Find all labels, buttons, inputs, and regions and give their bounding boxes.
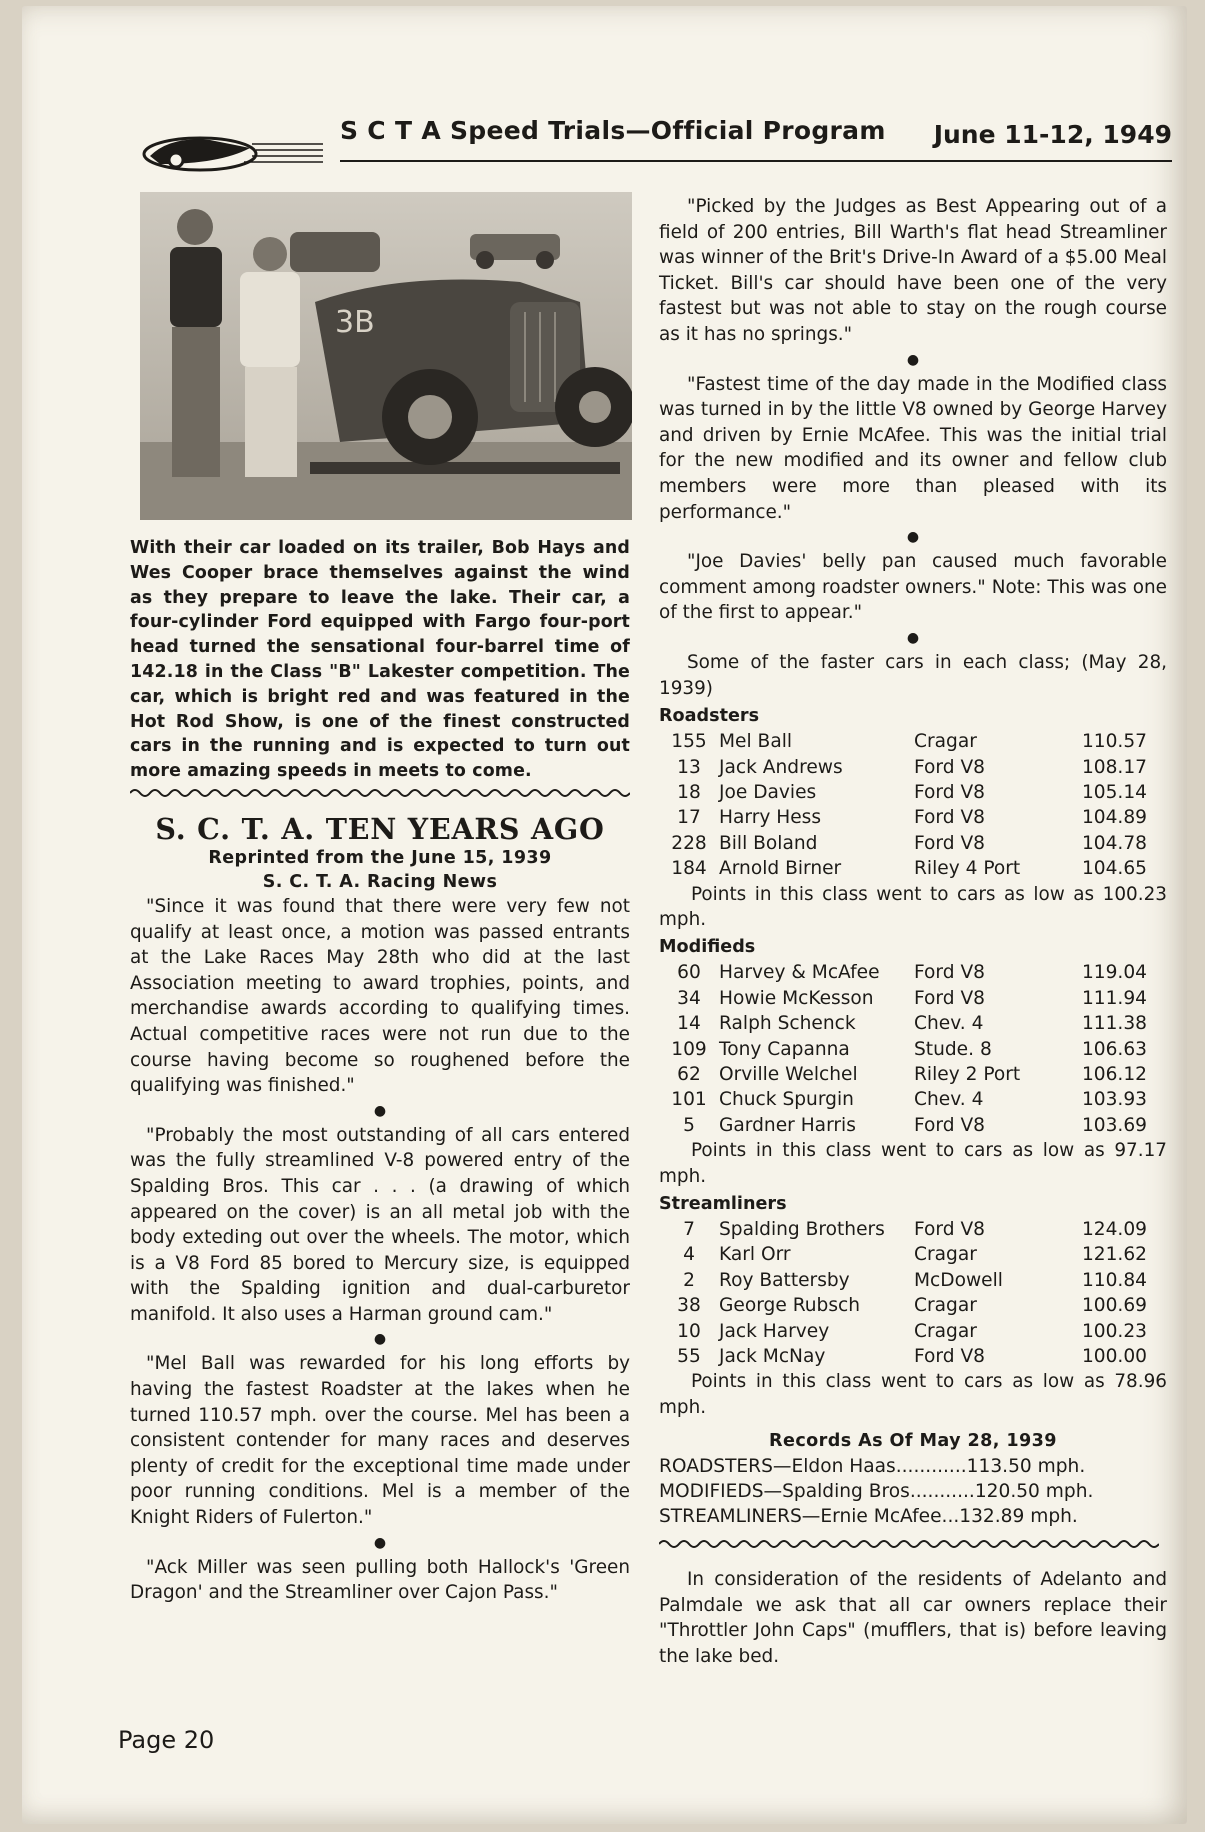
points-note: Points in this class went to cars as low as 100.23 mph. [659, 883, 1167, 930]
results-table [659, 1217, 1167, 1369]
driver-name: Jack McNay [719, 1346, 826, 1368]
program-page [22, 6, 1187, 1824]
driver-name: Chuck Spurgin [719, 1089, 854, 1111]
results-classes [659, 703, 1167, 1420]
car-number: 17 [677, 807, 701, 829]
right-paragraph: "Picked by the Judges as Best Appearing out of a field of 200 entries, Bill Warth's flat head Streamliner was winner of the Brit's Drive-In Award of a $5.00 Meal Ticket. Bill's car should have been one of the very fastest but was not able to stay on the rough course as it has no springs." [659, 196, 1167, 345]
bullet-separator: ● [906, 529, 920, 546]
driver-name: Bill Boland [719, 832, 818, 854]
table-row [659, 1268, 1167, 1293]
leader-dots: ........... [909, 1481, 975, 1503]
closing-paragraph: In consideration of the residents of Adelanto and Palmdale we ask that all car owners replace their "Throttler John Caps" (mufflers, that is) before leaving the lake bed. [659, 1569, 1167, 1668]
engine-name: McDowell [914, 1269, 1003, 1291]
car-number: 109 [671, 1038, 707, 1060]
car-number: 184 [671, 858, 707, 880]
reprint-note: Reprinted from the June 15, 1939 [208, 847, 552, 868]
bullet-separator: ● [906, 629, 920, 646]
class-heading: Streamliners [659, 1194, 787, 1214]
record-value: 132.89 mph. [959, 1506, 1078, 1528]
engine-name: Cragar [914, 1295, 977, 1317]
driver-name: Spalding Brothers [719, 1219, 885, 1240]
class-heading: Roadsters [659, 706, 760, 727]
record-line [659, 1454, 1167, 1479]
driver-name: Howie McKesson [719, 987, 874, 1009]
table-row [659, 755, 1167, 780]
speed-value: 104.78 [1081, 832, 1147, 854]
table-row [659, 1087, 1167, 1112]
table-row [659, 805, 1167, 830]
speed-value: 100.23 [1081, 1320, 1147, 1342]
photo-caption: With their car loaded on its trailer, Bob Hays and Wes Cooper brace themselves against the wind as they prepare to leave the lake. Their car, a four-cylinder Ford equipped with Fargo four-port head turned the sensational four-barrel time of 142.18 in the Class "B" Lakester competition. The car, which is bright red and was featured in the Hot Rod Show, is one of the finest constructed cars in the running and is expected to turn out more amazing speeds in meets to come. [130, 538, 630, 782]
car-number: 60 [677, 962, 701, 984]
page-header [122, 116, 1172, 176]
driver-name: Arnold Birner [719, 858, 842, 880]
engine-name: Ford V8 [914, 1219, 985, 1240]
speed-value: 108.17 [1081, 756, 1147, 778]
record-value: 120.50 mph. [974, 1481, 1094, 1503]
table-row [659, 960, 1167, 985]
table-row [659, 1062, 1167, 1087]
record-label: MODIFIEDS—Spalding Bros [659, 1481, 910, 1503]
car-number: 101 [671, 1089, 707, 1111]
car-number: 13 [677, 756, 701, 778]
table-row [659, 986, 1167, 1011]
points-note: Points in this class went to cars as low as 78.96 mph. [659, 1371, 1167, 1418]
car-number: 2 [683, 1269, 695, 1291]
driver-name: Harry Hess [719, 807, 822, 829]
engine-name: Ford V8 [914, 962, 985, 984]
speed-value: 104.89 [1081, 807, 1147, 829]
car-number: 7 [683, 1219, 695, 1240]
speed-value: 100.00 [1081, 1346, 1147, 1368]
photo-car-number: 3B [335, 305, 375, 340]
record-label: ROADSTERS—Eldon Haas [659, 1456, 896, 1478]
left-paragraph: "Since it was found that there were very few not qualify at least once, a motion was passed entrants at the Lake Races May 28th who did at the last Association meeting to award trophies, points, and merchandise awards according to qualifying times. Actual competitive races were not run due to the course having become so roughened before the qualifying was finished." [130, 895, 630, 1097]
table-row [659, 1011, 1167, 1036]
streamliner-logo-icon [140, 130, 325, 174]
right-column [659, 194, 1167, 1670]
car-number: 38 [677, 1295, 701, 1317]
records-list [659, 1454, 1167, 1529]
engine-name: Ford V8 [914, 832, 985, 854]
program-title: S C T A Speed Trials—Official Program [340, 116, 886, 145]
right-paragraph: "Joe Davies' belly pan caused much favorable comment among roadster owners." Note: This was one of the first to appear." [659, 551, 1167, 624]
speed-value: 119.04 [1081, 962, 1147, 984]
engine-name: Ford V8 [914, 987, 985, 1009]
results-table [659, 729, 1167, 881]
results-table [659, 960, 1167, 1138]
driver-name: Gardner Harris [719, 1114, 856, 1136]
driver-name: Tony Capanna [719, 1038, 850, 1060]
engine-name: Riley 4 Port [914, 858, 1021, 880]
driver-name: Jack Andrews [719, 756, 843, 778]
leader-dots: ............ [895, 1456, 967, 1478]
engine-name: Chev. 4 [914, 1013, 984, 1035]
engine-name: Stude. 8 [914, 1038, 992, 1060]
speed-value: 121.62 [1081, 1244, 1147, 1266]
speed-value: 103.93 [1081, 1089, 1147, 1111]
car-number: 5 [683, 1114, 695, 1136]
engine-name: Cragar [914, 1320, 977, 1342]
speed-value: 104.65 [1081, 858, 1147, 880]
table-row [659, 1293, 1167, 1318]
car-number: 34 [677, 987, 701, 1009]
driver-name: Mel Ball [719, 731, 793, 753]
program-date: June 11-12, 1949 [933, 120, 1172, 149]
engine-name: Ford V8 [914, 807, 985, 829]
records-heading: Records As Of May 28, 1939 [769, 1431, 1057, 1452]
record-label: STREAMLINERS—Ernie McAfee [659, 1506, 942, 1528]
section-heading: S. C. T. A. TEN YEARS AGO [155, 811, 605, 846]
reprint-source: S. C. T. A. Racing News [262, 871, 498, 892]
speed-value: 110.57 [1081, 731, 1147, 753]
bullet-separator: ● [373, 1534, 387, 1551]
car-number: 55 [677, 1346, 701, 1368]
table-row [659, 831, 1167, 856]
table-row [659, 780, 1167, 805]
speed-value: 100.69 [1081, 1295, 1147, 1317]
speed-value: 111.38 [1081, 1013, 1147, 1035]
right-paragraph: Some of the faster cars in each class; (May 28, 1939) [659, 651, 1167, 699]
header-rule [340, 160, 955, 162]
speed-value: 106.63 [1081, 1038, 1147, 1060]
engine-name: Ford V8 [914, 781, 985, 803]
table-row [659, 1113, 1167, 1138]
bullet-separator: ● [373, 1102, 387, 1119]
record-value: 113.50 mph. [966, 1456, 1086, 1478]
bullet-separator: ● [373, 1331, 387, 1348]
table-row [659, 1242, 1167, 1267]
wavy-divider [659, 1535, 1159, 1553]
car-number: 10 [677, 1320, 701, 1342]
record-line [659, 1504, 1167, 1529]
driver-name: Ralph Schenck [719, 1013, 856, 1035]
car-number: 62 [677, 1063, 701, 1085]
car-number: 18 [677, 781, 701, 803]
points-note: Points in this class went to cars as low as 97.17 mph. [659, 1140, 1167, 1187]
table-row [659, 1319, 1167, 1344]
table-row [659, 1217, 1167, 1242]
bullet-separator: ● [906, 351, 920, 368]
left-paragraph: "Probably the most outstanding of all cars entered was the fully streamlined V-8 powered entry of the Spalding Bros. This car . . . (a drawing of which appeared on the cover) is an all metal job with the body exteding out over the wheels. The motor, which is a V8 Ford 85 bored to Mercury size, is equipped with the Spalding ignition and dual-carburetor manifold. It also uses a Harman ground cam." [130, 1124, 630, 1325]
speed-value: 111.94 [1081, 987, 1147, 1009]
driver-name: Orville Welchel [719, 1063, 858, 1085]
left-paragraph: "Mel Ball was rewarded for his long efforts by having the fastest Roadster at the lakes when he turned 110.57 mph. over the course. Mel has been a consistent contender for many races and deserves plenty of credit for the exceptional time made under poor running conditions. Mel is a member of the Knight Riders of Fulerton." [130, 1353, 630, 1529]
car-number: 228 [671, 832, 707, 854]
speed-value: 124.09 [1081, 1219, 1147, 1240]
driver-name: Joe Davies [719, 781, 817, 803]
page-number: Page 20 [118, 1726, 215, 1754]
header-rule-date [937, 160, 1172, 162]
speed-value: 105.14 [1081, 781, 1147, 803]
driver-name: Jack Harvey [719, 1320, 830, 1342]
right-paragraph: "Fastest time of the day made in the Modified class was turned in by the little V8 owned by George Harvey and driven by Ernie McAfee. This was the initial trial for the new modified and its owner and fellow club members were more than pleased with its performance." [659, 373, 1167, 523]
left-paragraph: "Ack Miller was seen pulling both Hallock's 'Green Dragon' and the Streamliner over Cajon Pass." [130, 1556, 630, 1604]
table-row [659, 1037, 1167, 1062]
engine-name: Cragar [914, 731, 977, 753]
engine-name: Cragar [914, 1244, 977, 1266]
wavy-divider [130, 784, 630, 802]
car-number: 4 [683, 1244, 695, 1266]
driver-name: George Rubsch [719, 1295, 861, 1317]
record-line [659, 1479, 1167, 1504]
table-row [659, 856, 1167, 881]
speed-value: 106.12 [1081, 1063, 1147, 1085]
driver-name: Karl Orr [719, 1244, 791, 1266]
engine-name: Ford V8 [914, 756, 985, 778]
table-row [659, 1344, 1167, 1369]
car-number: 155 [671, 731, 707, 753]
leader-dots: ... [941, 1506, 960, 1528]
driver-name: Harvey & McAfee [719, 962, 880, 984]
class-heading: Modifieds [659, 937, 756, 958]
engine-name: Chev. 4 [914, 1089, 984, 1111]
table-row [659, 729, 1167, 754]
speed-value: 110.84 [1081, 1269, 1147, 1291]
left-column [130, 536, 630, 1606]
race-car-photo [140, 192, 632, 520]
engine-name: Ford V8 [914, 1114, 985, 1136]
driver-name: Roy Battersby [719, 1269, 850, 1291]
car-number: 14 [677, 1013, 701, 1035]
speed-value: 103.69 [1081, 1114, 1147, 1136]
engine-name: Ford V8 [914, 1346, 985, 1368]
engine-name: Riley 2 Port [914, 1063, 1021, 1085]
